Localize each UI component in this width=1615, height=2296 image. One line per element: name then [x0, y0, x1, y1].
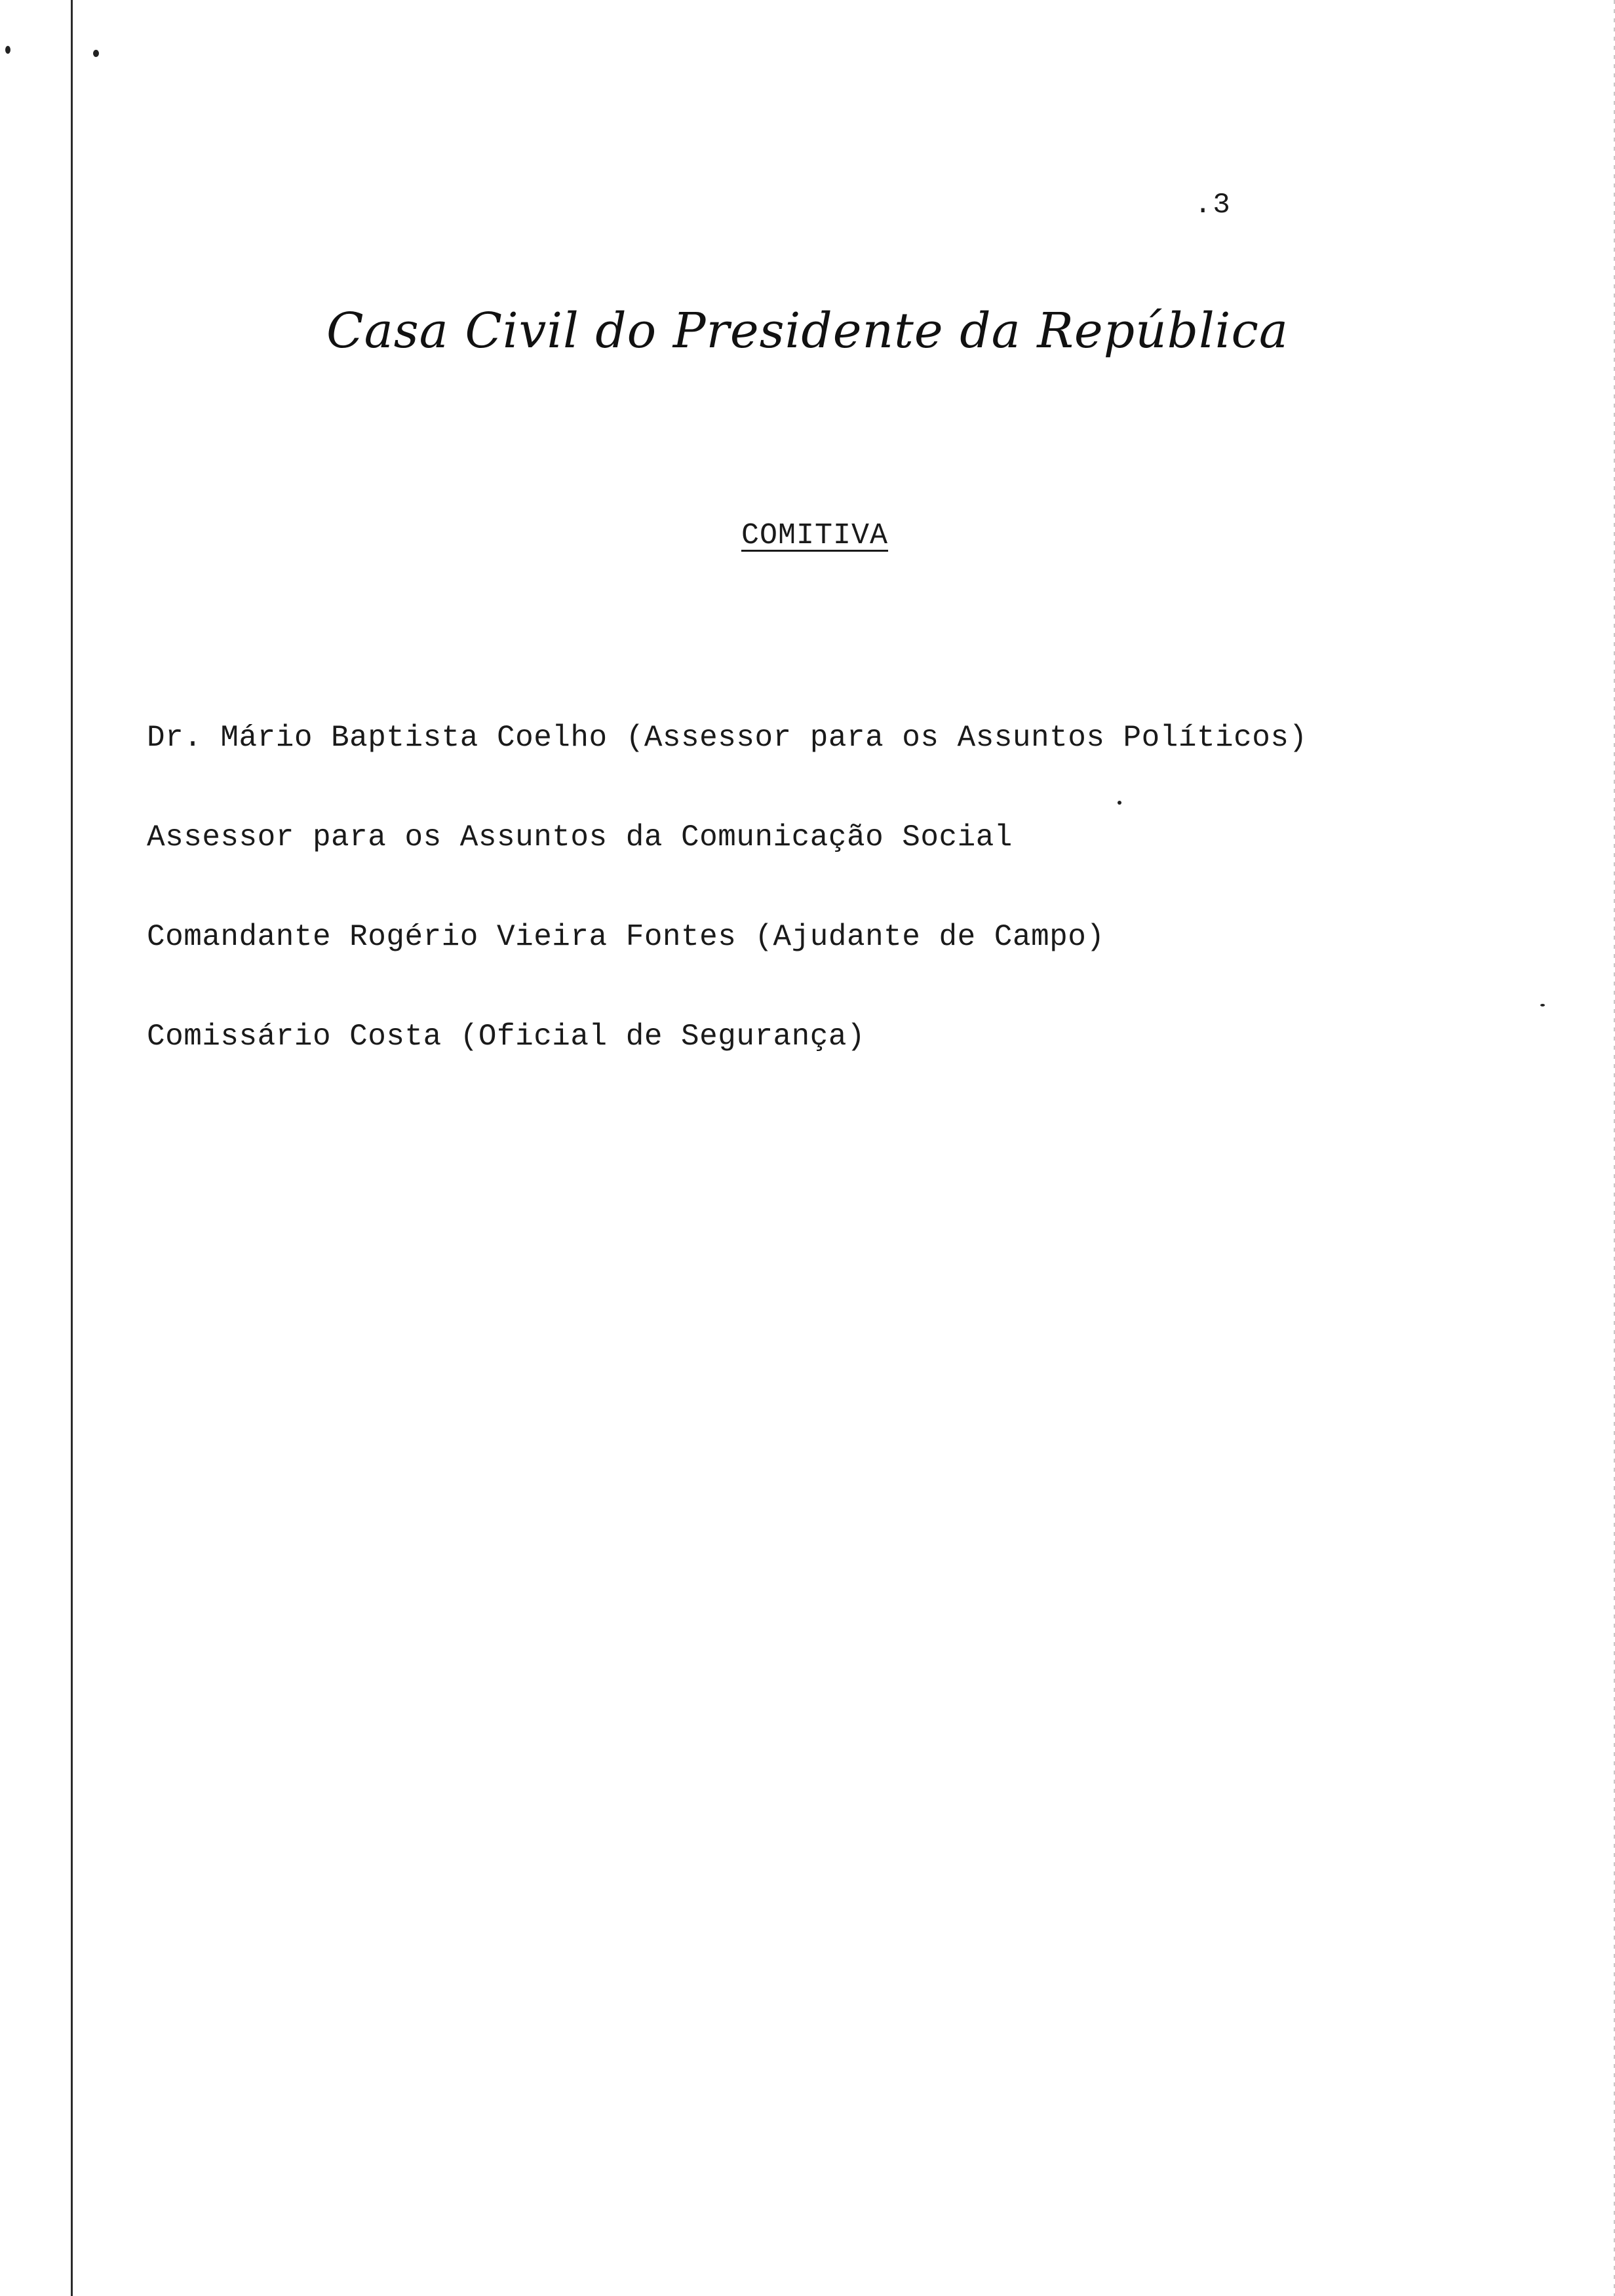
list-item: Comandante Rogério Vieira Fontes (Ajudante de Campo)	[147, 920, 1105, 954]
list-item: Dr. Mário Baptista Coelho (Assessor para os Assuntos Políticos)	[147, 721, 1308, 755]
page-heading	[0, 519, 1615, 552]
list-item: Assessor para os Assuntos da Comunicação Social	[147, 820, 1013, 854]
list-item: Comissário Costa (Oficial de Segurança)	[147, 1020, 866, 1054]
letterhead: Casa Civil do Presidente da República	[326, 303, 1289, 359]
scan-speck	[5, 46, 10, 54]
page-number: .3	[1194, 189, 1232, 221]
heading-text: COMITIVA	[741, 519, 889, 552]
scan-speck	[1540, 1004, 1545, 1006]
scan-speck	[93, 50, 99, 57]
member-list	[147, 718, 1308, 1116]
